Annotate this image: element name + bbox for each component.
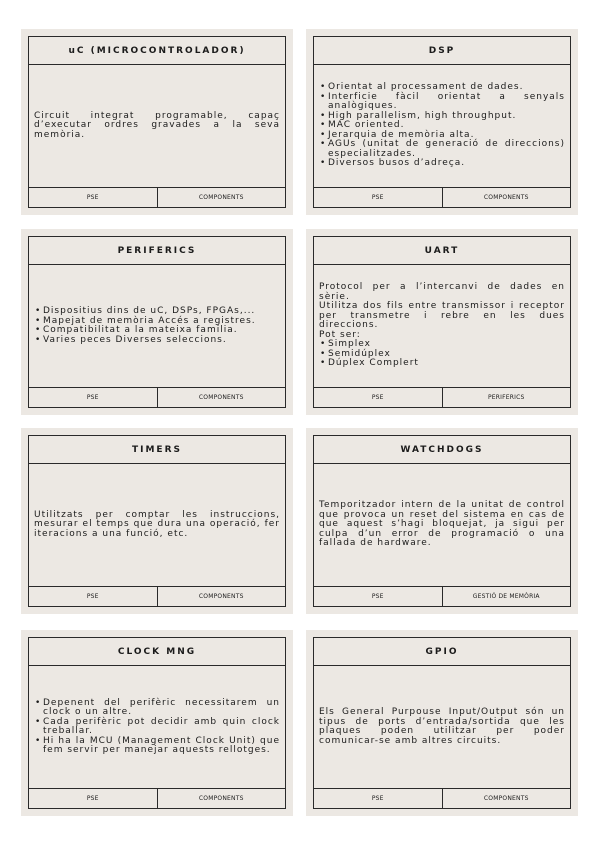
card-list [319,83,565,169]
card-body [314,464,570,586]
footer-subject: PSE [29,188,158,207]
card-body [314,265,570,387]
card-timers [21,428,293,614]
card-footer [29,387,285,407]
card-title: uC (MICROCONTROLADOR) [29,37,285,65]
list-item: • High parallelism, high throughput. [328,112,565,122]
footer-category: COMPONENTS [198,593,244,600]
list-item: • Simplex [328,340,565,350]
list-item: • Mapejat de memòria Accés a registres. [43,317,280,327]
list-item: • MAC oriented. [328,121,565,131]
list-item: • Depenent del perifèric necessitarem un clock o un altre. [43,699,280,718]
card-body [29,666,285,788]
card-footer [314,788,570,808]
footer-category: PERIFERICS [487,394,525,401]
card-title: WATCHDOGS [314,436,570,464]
card-text: Circuit integrat programable, capaç d’executar ordres gravades a la seva memòria. [34,110,280,140]
card-text-line: Pot ser: [319,329,361,340]
card-watchdogs [306,428,578,614]
card-gpio [306,630,578,816]
card-uart [306,229,578,415]
footer-subject: PSE [29,388,158,407]
card-body [314,666,570,788]
card-footer [29,187,285,207]
footer-subject: PSE [314,587,443,606]
footer-subject: PSE [314,388,443,407]
footer-subject: PSE [314,789,443,808]
card-title: GPIO [314,638,570,666]
card-periferics [21,229,293,415]
card-body [29,464,285,586]
footer-subject: PSE [29,789,158,808]
card-text: Temporitzador intern de la unitat de control que provoca un reset del sistema en cas de que aquest s’hagi bloquejat, ja sigui per culpa d’un error de programació o una fallada de hardware. [319,500,565,549]
footer-category: GESTIÓ DE MEMÒRIA [472,593,540,600]
footer-category: COMPONENTS [198,194,244,201]
list-item: • Orientat al processament de dades. [328,83,565,93]
list-item: • Compatibilitat a la mateixa familia. [43,326,280,336]
card-footer [29,788,285,808]
card-title: TIMERS [29,436,285,464]
footer-category: COMPONENTS [198,394,244,401]
list-item: • Varies peces Diverses seleccions. [43,336,280,346]
card-text: Utilitzats per comptar les instruccions, mesurar el temps que dura una operació, fer iteracions a una funció, etc. [34,509,280,539]
card-footer [314,187,570,207]
card-body [29,65,285,187]
footer-category: COMPONENTS [483,194,529,201]
card-text: Els General Purpouse Input/Output són un tipus de ports d’entrada/sortida que les plaques poden utilitzar per poder comunicar-se amb altres circuits. [319,707,565,746]
card-text-line: Protocol per a l’intercanvi de dades en sèrie. [319,282,565,302]
list-item: • Dispositius dins de uC, DSPs, FPGAs,... [43,307,280,317]
list-item: • Cada perifèric pot decidir amb quin clock treballar. [43,718,280,737]
list-item: • AGUs (unitat de generació de direccions) especialitzades. [328,140,565,159]
footer-category: COMPONENTS [198,795,244,802]
list-item: • Interficie fàcil orientat a senyals analògiques. [328,93,565,112]
card-title: DSP [314,37,570,65]
card-list [319,340,565,369]
card-dsp [306,29,578,215]
card-footer [314,586,570,606]
card-uc [21,29,293,215]
footer-subject: PSE [29,587,158,606]
card-title: PERIFERICS [29,237,285,265]
card-list [34,699,280,756]
list-item: • Jerarquia de memòria alta. [328,131,565,141]
card-title: CLOCK MNG [29,638,285,666]
card-clock-mng [21,630,293,816]
card-text-line: Utilitza dos fils entre transmissor i receptor per transmetre i rebre en les dues direccions. [319,301,565,331]
card-body [29,265,285,387]
footer-category: COMPONENTS [483,795,529,802]
footer-subject: PSE [314,188,443,207]
card-list [34,307,280,345]
list-item: • Dúplex Complert [328,359,565,369]
card-title: UART [314,237,570,265]
card-body [314,65,570,187]
list-item: • Hi ha la MCU (Management Clock Unit) que fem servir per manejar aquests rellotges. [43,737,280,756]
card-footer [29,586,285,606]
list-item: • Diversos busos d’adreça. [328,159,565,169]
list-item: • Semidúplex [328,350,565,360]
card-footer [314,387,570,407]
